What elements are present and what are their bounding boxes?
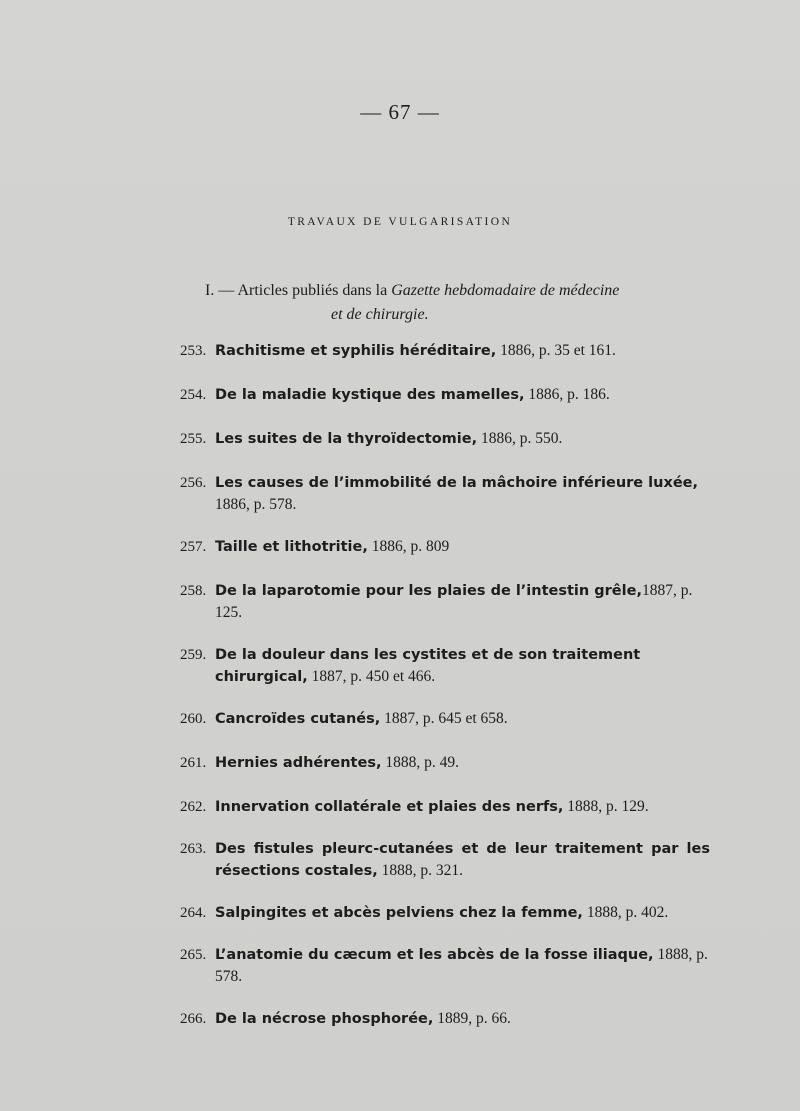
entry-details: 1887, p. 645 et 658. [380,710,508,727]
entry-number: 262. [180,799,207,815]
entry-number: 257. [180,539,207,555]
entry-title: Des fistules pleurc-cutanées et de leur traitement par les résections costales, [215,841,710,879]
entry-details: 1886, p. 550. [477,430,563,447]
entry-number: 253. [180,343,207,359]
list-item [180,472,710,516]
entry-number: 259. [180,647,207,663]
entry-details: 1888, p. 578. [215,946,708,985]
entry-details: 1888, p. 129. [563,798,649,815]
journal-title-line2: et de chirurgie. [331,306,429,323]
entry-title: Taille et lithotritie, [215,539,368,555]
entry-number: 258. [180,583,207,599]
entry-details: 1886, p. 578. [215,496,297,513]
list-item [180,340,710,362]
entry-title: Cancroïdes cutanés, [215,711,381,727]
entry-number: 266. [180,1011,207,1027]
list-item [180,838,710,882]
entry-list [180,340,710,1030]
page-number: — 67 — [360,100,440,124]
subheading-prefix: I. — Articles publiés dans la [205,282,392,299]
list-item [180,580,710,624]
entry-title: Les suites de la thyroïdectomie, [215,431,478,447]
entry-number: 254. [180,387,207,403]
entry-details: 1889, p. 66. [433,1010,511,1027]
entry-details: 1886, p. 35 et 161. [496,342,616,359]
list-item [180,536,710,558]
list-item [180,1008,710,1030]
entry-title: Hernies adhérentes, [215,755,382,771]
entry-title: Rachitisme et syphilis héréditaire, [215,343,497,359]
entry-number: 261. [180,755,207,771]
list-item [180,902,710,924]
entry-details: 1888, p. 321. [377,862,464,879]
entry-title: De la maladie kystique des mamelles, [215,387,525,403]
list-item [180,644,710,688]
entry-title: L’anatomie du cæcum et les abcès de la fosse iliaque, [215,947,654,963]
entry-title: De la laparotomie pour les plaies de l’intestin grêle, [215,583,642,599]
entry-number: 265. [180,947,207,963]
entry-details: 1888, p. 49. [381,754,459,771]
entry-details: 1888, p. 402. [582,904,669,921]
entry-details: 1887, p. 125. [215,582,693,621]
entry-number: 260. [180,711,207,727]
entry-number: 255. [180,431,207,447]
entry-number: 264. [180,905,207,921]
entry-number: 256. [180,475,207,491]
entry-title: Innervation collatérale et plaies des nerfs, [215,799,564,815]
list-item [180,384,710,406]
subheading [205,279,705,327]
list-item [180,428,710,450]
entry-title: Salpingites et abcès pelviens chez la femme, [215,905,583,921]
entry-title: De la nécrose phosphorée, [215,1011,434,1027]
entry-details: 1886, p. 186. [524,386,610,403]
list-item [180,796,710,818]
list-item [180,944,710,988]
list-item [180,752,710,774]
list-item [180,708,710,730]
entry-title: Les causes de l’immobilité de la mâchoire inférieure luxée, [215,475,699,491]
entry-details: 1887, p. 450 et 466. [307,668,436,685]
entry-number: 263. [180,841,207,857]
journal-title-line1: Gazette hebdomadaire de médecine [391,282,620,299]
entry-title: De la douleur dans les cystites et de son traitement chirurgical, [215,647,641,685]
section-title: TRAVAUX DE VULGARISATION [287,216,513,228]
entry-details: 1886, p. 809 [367,538,450,555]
